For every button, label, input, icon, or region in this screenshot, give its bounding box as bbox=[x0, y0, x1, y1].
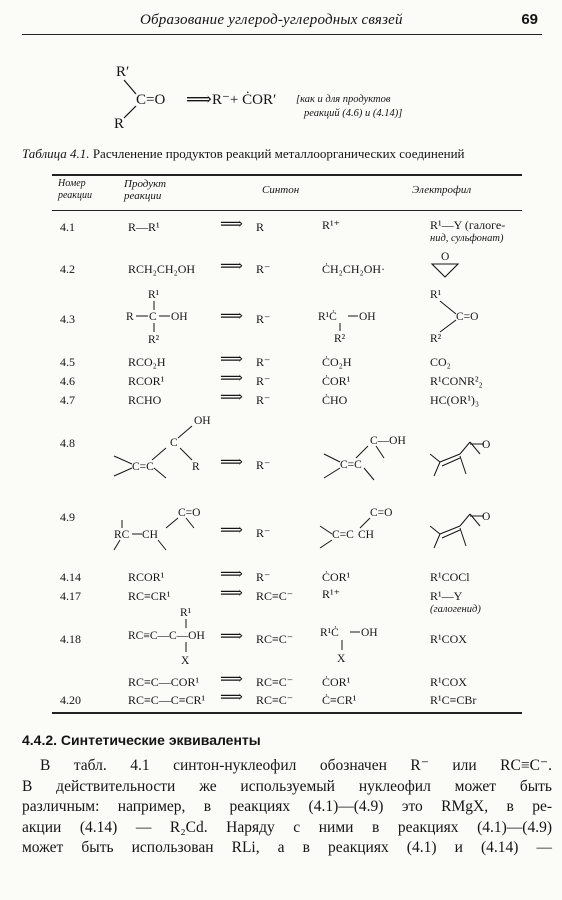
row-synthon-nucleophile: R⁻ bbox=[256, 393, 271, 407]
tertiary-alcohol-structure bbox=[124, 286, 214, 346]
svg-text:C=C: C=C bbox=[332, 529, 354, 541]
paragraph-line: может быть использован RLi, а в реакциях (4.1) и (4.14) — bbox=[22, 839, 552, 856]
row-product: RCOR¹ bbox=[128, 570, 165, 584]
svg-text:R²: R² bbox=[148, 334, 160, 346]
svg-text:C=C: C=C bbox=[132, 461, 154, 473]
row-arrow: ⟹ bbox=[220, 689, 243, 706]
enone-structure-2 bbox=[430, 496, 500, 556]
row-arrow: ⟹ bbox=[220, 671, 243, 688]
row-product: R—R¹ bbox=[128, 220, 160, 234]
svg-text:R¹: R¹ bbox=[148, 289, 160, 301]
running-title: Образование углерод-углеродных связей bbox=[140, 12, 403, 28]
svg-text:C=O: C=O bbox=[370, 507, 393, 519]
row-synthon-nucleophile: RC≡C⁻ bbox=[256, 589, 294, 603]
row-electrophile: R¹CONR²₂ bbox=[430, 374, 483, 388]
row-synthon-electrophile: ĊOR¹ bbox=[322, 675, 351, 689]
row-electrophile: R¹C≡CBr bbox=[430, 693, 477, 707]
row-number: 4.14 bbox=[60, 570, 81, 584]
scheme-arrow: ⟹ bbox=[186, 89, 212, 109]
row-product: RCH₂CH₂OH bbox=[128, 262, 196, 276]
svg-text:CH: CH bbox=[358, 529, 374, 541]
paragraph-line: В табл. 4.1 синтон-нуклеофил обозначен R⁻ или RC≡C⁻. bbox=[40, 757, 552, 774]
svg-text:OH: OH bbox=[171, 311, 188, 323]
svg-text:C=O: C=O bbox=[178, 507, 201, 519]
disconnection-scheme bbox=[100, 62, 430, 132]
svg-text:R: R bbox=[192, 461, 200, 473]
paragraph-line: акции (4.14) — R₂Cd. Наряду с ними в реакциях (4.1)—(4.9) bbox=[22, 818, 552, 836]
row-electrophile: R¹COX bbox=[430, 632, 467, 646]
row-number: 4.20 bbox=[60, 693, 81, 707]
svg-text:R¹: R¹ bbox=[430, 289, 442, 301]
row-electrophile: R¹COX bbox=[430, 675, 467, 689]
svg-text:R: R bbox=[126, 311, 134, 323]
row-number: 4.6 bbox=[60, 374, 75, 388]
epoxide-oxygen: O bbox=[441, 251, 450, 263]
row-electrophile-note: нид, сульфонат) bbox=[430, 233, 504, 244]
svg-text:CH: CH bbox=[142, 529, 158, 541]
row-number: 4.5 bbox=[60, 355, 75, 369]
ketone-chain-structure bbox=[112, 496, 222, 552]
col-synthon: Синтон bbox=[262, 184, 300, 196]
row-number: 4.9 bbox=[60, 510, 75, 524]
row-synthon-nucleophile: R⁻ bbox=[256, 374, 271, 388]
svg-text:C: C bbox=[149, 311, 157, 323]
epoxide-structure bbox=[426, 250, 466, 280]
row-electrophile: R¹—Y (галоге- bbox=[430, 218, 506, 232]
row-electrophile-note: (галогенид) bbox=[430, 604, 481, 615]
row-arrow: ⟹ bbox=[220, 628, 243, 645]
row-synthon-nucleophile: RC≡C⁻ bbox=[256, 632, 294, 646]
row-synthon-nucleophile: RC≡C⁻ bbox=[256, 675, 294, 689]
table-title: Расчленение продуктов реакций металлоорганических соединений bbox=[92, 146, 465, 161]
row-product: RCOR¹ bbox=[128, 374, 165, 388]
table-top-rule bbox=[52, 174, 522, 176]
svg-text:C=O: C=O bbox=[456, 311, 479, 323]
scheme-products: R⁻+ ĊOR′ bbox=[212, 92, 277, 108]
row-synthon-electrophile: ĊH₂CH₂OH· bbox=[322, 262, 386, 276]
row-arrow: ⟹ bbox=[220, 566, 243, 583]
svg-text:C—OH: C—OH bbox=[370, 435, 406, 447]
row-arrow: ⟹ bbox=[220, 585, 243, 602]
row-synthon-electrophile: R¹⁺ bbox=[322, 587, 340, 601]
row-synthon-nucleophile: R⁻ bbox=[256, 262, 271, 276]
row-synthon-nucleophile: R⁻ bbox=[256, 570, 271, 584]
ketone-structure bbox=[428, 286, 498, 346]
row-electrophile: HC(OR¹)₃ bbox=[430, 393, 480, 407]
table-caption bbox=[22, 146, 552, 162]
row-arrow: ⟹ bbox=[220, 258, 243, 275]
row-synthon-nucleophile: R⁻ bbox=[256, 458, 271, 472]
row-product: RC≡C—C≡CR¹ bbox=[128, 693, 206, 707]
row-arrow: ⟹ bbox=[220, 308, 243, 325]
row-arrow: ⟹ bbox=[220, 216, 243, 233]
row-synthon-nucleophile: RC≡C⁻ bbox=[256, 693, 294, 707]
allylic-alcohol-structure bbox=[108, 412, 218, 482]
cation-x-structure bbox=[320, 620, 400, 670]
row-number: 4.1 bbox=[60, 220, 75, 234]
table-label: Таблица 4.1. bbox=[22, 146, 90, 161]
table-header-rule bbox=[52, 210, 522, 211]
svg-text:R¹Ċ: R¹Ċ bbox=[318, 311, 337, 323]
svg-text:R¹: R¹ bbox=[180, 607, 192, 619]
propargyl-alcohol-structure bbox=[126, 604, 226, 670]
row-number: 4.18 bbox=[60, 632, 81, 646]
svg-text:X: X bbox=[337, 653, 346, 665]
cation-synthon-structure bbox=[318, 496, 418, 552]
svg-text:OH: OH bbox=[361, 627, 378, 639]
svg-text:RC: RC bbox=[114, 529, 130, 541]
row-product: RCO₂H bbox=[128, 355, 166, 369]
body-paragraph bbox=[22, 756, 552, 859]
col-number: Номер реакции bbox=[58, 178, 92, 201]
scheme-r-prime: R′ bbox=[116, 64, 130, 80]
row-number: 4.8 bbox=[60, 436, 75, 450]
allyl-cation-structure bbox=[322, 424, 422, 484]
row-synthon-nucleophile: R⁻ bbox=[256, 526, 271, 540]
col-electrophile: Электрофил bbox=[412, 184, 472, 196]
row-synthon-electrophile: Ċ≡CR¹ bbox=[322, 693, 357, 707]
row-arrow: ⟹ bbox=[220, 351, 243, 368]
table-bottom-rule bbox=[52, 712, 522, 714]
row-synthon-electrophile: ĊOR¹ bbox=[322, 374, 351, 388]
svg-text:C=C: C=C bbox=[340, 459, 362, 471]
row-synthon-nucleophile: R bbox=[256, 220, 265, 234]
svg-text:OH: OH bbox=[194, 415, 211, 427]
row-number: 4.17 bbox=[60, 589, 81, 603]
row-electrophile: R¹COCl bbox=[430, 570, 470, 584]
svg-text:O: O bbox=[482, 439, 491, 451]
scheme-carbonyl: C=O bbox=[136, 92, 166, 108]
synthon-cation-structure bbox=[318, 298, 408, 344]
row-electrophile: CO₂ bbox=[430, 355, 451, 369]
svg-text:R²: R² bbox=[334, 333, 346, 344]
running-header bbox=[22, 10, 542, 35]
svg-text:R²: R² bbox=[430, 333, 442, 345]
svg-text:C: C bbox=[170, 437, 178, 449]
row-synthon-electrophile: R¹⁺ bbox=[322, 218, 340, 232]
row-product: RCHO bbox=[128, 393, 162, 407]
section-heading: 4.4.2. Синтетические эквиваленты bbox=[22, 732, 261, 748]
scheme-note-1: [как и для продуктов bbox=[296, 94, 391, 105]
row-synthon-electrophile: ĊOR¹ bbox=[322, 570, 351, 584]
scheme-r: R bbox=[114, 116, 125, 132]
row-arrow: ⟹ bbox=[220, 522, 243, 539]
row-synthon-nucleophile: R⁻ bbox=[256, 355, 271, 369]
svg-text:R¹Ċ: R¹Ċ bbox=[320, 627, 339, 639]
row-arrow: ⟹ bbox=[220, 389, 243, 406]
row-electrophile: R¹—Y bbox=[430, 589, 463, 603]
svg-text:RC≡C—C—OH: RC≡C—C—OH bbox=[128, 630, 205, 642]
row-number: 4.3 bbox=[60, 312, 75, 326]
row-arrow: ⟹ bbox=[220, 454, 243, 471]
row-product: RC≡CR¹ bbox=[128, 589, 171, 603]
svg-text:X: X bbox=[181, 655, 190, 667]
svg-text:OH: OH bbox=[359, 311, 376, 323]
paragraph-line: различным: например, в реакциях (4.1)—(4.9) это RMgX, в ре- bbox=[22, 798, 552, 815]
row-synthon-nucleophile: R⁻ bbox=[256, 312, 271, 326]
row-synthon-electrophile: ĊHO bbox=[322, 393, 348, 407]
row-product: RC≡C—COR¹ bbox=[128, 675, 200, 689]
col-product: Продукт реакции bbox=[124, 178, 167, 202]
row-number: 4.2 bbox=[60, 262, 75, 276]
paragraph-line: В действительности же используемый нуклеофил может быть bbox=[22, 777, 552, 795]
svg-text:O: O bbox=[482, 511, 491, 523]
row-arrow: ⟹ bbox=[220, 370, 243, 387]
page-number: 69 bbox=[521, 11, 538, 28]
row-synthon-electrophile: ĊO₂H bbox=[322, 355, 352, 369]
scheme-note-2: реакций (4.6) и (4.14)] bbox=[304, 108, 403, 119]
enone-structure bbox=[430, 424, 500, 484]
row-number: 4.7 bbox=[60, 393, 75, 407]
